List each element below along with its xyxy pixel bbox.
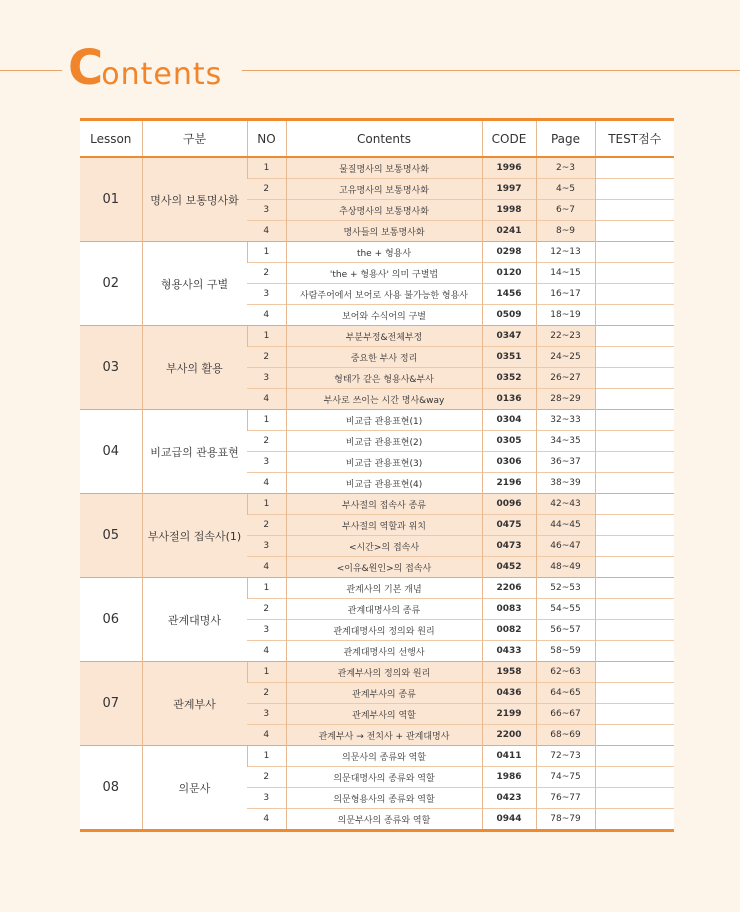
item-pages: 32~33 — [536, 410, 595, 431]
table-row — [80, 494, 674, 515]
item-title: 관계대명사의 종류 — [286, 599, 482, 620]
item-pages: 78~79 — [536, 809, 595, 831]
lesson-category: 명사의 보통명사화 — [142, 157, 247, 242]
item-code: 0096 — [482, 494, 536, 515]
lesson-category: 형용사의 구별 — [142, 242, 247, 326]
test-score-cell — [595, 326, 674, 347]
item-code: 0351 — [482, 347, 536, 368]
test-score-cell — [595, 305, 674, 326]
page-title-rest: ontents — [101, 57, 223, 92]
item-pages: 42~43 — [536, 494, 595, 515]
item-code: 0411 — [482, 746, 536, 767]
item-title: 'the + 형용사' 의미 구별법 — [286, 263, 482, 284]
test-score-cell — [595, 157, 674, 179]
lesson-category: 관계대명사 — [142, 578, 247, 662]
item-title: 의문부사의 종류와 역할 — [286, 809, 482, 831]
item-title: 관계대명사의 선행사 — [286, 641, 482, 662]
test-score-cell — [595, 536, 674, 557]
test-score-cell — [595, 473, 674, 494]
item-code: 1958 — [482, 662, 536, 683]
column-header-contents: Contents — [286, 120, 482, 158]
item-title: 비교급 관용표현(3) — [286, 452, 482, 473]
item-pages: 6~7 — [536, 200, 595, 221]
item-pages: 14~15 — [536, 263, 595, 284]
item-code: 0509 — [482, 305, 536, 326]
item-code: 0352 — [482, 368, 536, 389]
item-number: 3 — [247, 368, 286, 389]
item-title: the + 형용사 — [286, 242, 482, 263]
item-code: 0241 — [482, 221, 536, 242]
item-pages: 24~25 — [536, 347, 595, 368]
item-code: 1986 — [482, 767, 536, 788]
item-title: 추상명사의 보통명사화 — [286, 200, 482, 221]
item-code: 0298 — [482, 242, 536, 263]
item-number: 3 — [247, 536, 286, 557]
test-score-cell — [595, 557, 674, 578]
item-pages: 18~19 — [536, 305, 595, 326]
column-header-category: 구분 — [142, 120, 247, 158]
item-code: 1456 — [482, 284, 536, 305]
item-code: 0944 — [482, 809, 536, 831]
test-score-cell — [595, 284, 674, 305]
item-number: 1 — [247, 157, 286, 179]
test-score-cell — [595, 242, 674, 263]
lesson-number: 03 — [80, 326, 142, 410]
item-number: 2 — [247, 515, 286, 536]
item-title: 형태가 같은 형용사&부사 — [286, 368, 482, 389]
item-number: 3 — [247, 620, 286, 641]
lesson-category: 부사의 활용 — [142, 326, 247, 410]
item-title: 관계부사의 종류 — [286, 683, 482, 704]
item-title: 부사절의 접속사 종류 — [286, 494, 482, 515]
item-pages: 56~57 — [536, 620, 595, 641]
test-score-cell — [595, 662, 674, 683]
item-number: 3 — [247, 788, 286, 809]
test-score-cell — [595, 725, 674, 746]
item-number: 3 — [247, 704, 286, 725]
lesson-category: 비교급의 관용표현 — [142, 410, 247, 494]
item-code: 0423 — [482, 788, 536, 809]
item-code: 0347 — [482, 326, 536, 347]
lesson-category: 부사절의 접속사(1) — [142, 494, 247, 578]
table-row — [80, 326, 674, 347]
item-number: 4 — [247, 473, 286, 494]
lesson-category: 관계부사 — [142, 662, 247, 746]
item-pages: 22~23 — [536, 326, 595, 347]
item-number: 4 — [247, 725, 286, 746]
item-pages: 8~9 — [536, 221, 595, 242]
item-pages: 48~49 — [536, 557, 595, 578]
item-number: 1 — [247, 578, 286, 599]
item-pages: 44~45 — [536, 515, 595, 536]
item-title: 명사들의 보통명사화 — [286, 221, 482, 242]
item-number: 1 — [247, 662, 286, 683]
item-pages: 74~75 — [536, 767, 595, 788]
item-code: 0304 — [482, 410, 536, 431]
item-code: 1996 — [482, 157, 536, 179]
item-number: 1 — [247, 326, 286, 347]
test-score-cell — [595, 515, 674, 536]
item-title: 비교급 관용표현(4) — [286, 473, 482, 494]
item-pages: 26~27 — [536, 368, 595, 389]
lesson-number: 02 — [80, 242, 142, 326]
item-title: 의문형용사의 종류와 역할 — [286, 788, 482, 809]
table-row — [80, 662, 674, 683]
item-pages: 52~53 — [536, 578, 595, 599]
item-title: 관계부사 → 전치사 + 관계대명사 — [286, 725, 482, 746]
item-code: 1998 — [482, 200, 536, 221]
item-pages: 58~59 — [536, 641, 595, 662]
item-title: 부분부정&전체부정 — [286, 326, 482, 347]
item-number: 4 — [247, 641, 286, 662]
item-pages: 62~63 — [536, 662, 595, 683]
test-score-cell — [595, 788, 674, 809]
item-code: 0473 — [482, 536, 536, 557]
item-pages: 12~13 — [536, 242, 595, 263]
item-number: 3 — [247, 284, 286, 305]
item-title: 보어와 수식어의 구별 — [286, 305, 482, 326]
item-number: 2 — [247, 179, 286, 200]
item-number: 2 — [247, 431, 286, 452]
page-title — [68, 40, 222, 96]
test-score-cell — [595, 368, 674, 389]
item-title: 관계부사의 역할 — [286, 704, 482, 725]
item-code: 0082 — [482, 620, 536, 641]
item-title: 비교급 관용표현(1) — [286, 410, 482, 431]
test-score-cell — [595, 578, 674, 599]
title-divider-left — [0, 70, 62, 71]
test-score-cell — [595, 200, 674, 221]
item-number: 1 — [247, 494, 286, 515]
item-title: 부사절의 역할과 위치 — [286, 515, 482, 536]
column-header-code: CODE — [482, 120, 536, 158]
test-score-cell — [595, 263, 674, 284]
test-score-cell — [595, 221, 674, 242]
column-header-page: Page — [536, 120, 595, 158]
page-title-initial: C — [68, 40, 102, 96]
item-pages: 36~37 — [536, 452, 595, 473]
item-code: 2200 — [482, 725, 536, 746]
item-pages: 54~55 — [536, 599, 595, 620]
item-pages: 66~67 — [536, 704, 595, 725]
test-score-cell — [595, 389, 674, 410]
lesson-number: 04 — [80, 410, 142, 494]
item-code: 0452 — [482, 557, 536, 578]
item-number: 1 — [247, 242, 286, 263]
item-title: 사람주어에서 보어로 사용 불가능한 형용사 — [286, 284, 482, 305]
lesson-number: 05 — [80, 494, 142, 578]
item-title: <시간>의 접속사 — [286, 536, 482, 557]
item-code: 2196 — [482, 473, 536, 494]
test-score-cell — [595, 431, 674, 452]
column-header-no: NO — [247, 120, 286, 158]
test-score-cell — [595, 179, 674, 200]
item-title: 의문대명사의 종류와 역할 — [286, 767, 482, 788]
table-row — [80, 242, 674, 263]
item-number: 2 — [247, 347, 286, 368]
test-score-cell — [595, 683, 674, 704]
title-divider-right — [242, 70, 740, 71]
test-score-cell — [595, 452, 674, 473]
test-score-cell — [595, 767, 674, 788]
item-number: 2 — [247, 263, 286, 284]
item-title: 비교급 관용표현(2) — [286, 431, 482, 452]
item-code: 0136 — [482, 389, 536, 410]
item-pages: 34~35 — [536, 431, 595, 452]
item-number: 2 — [247, 683, 286, 704]
item-title: <이유&원인>의 접속사 — [286, 557, 482, 578]
contents-table-body — [80, 157, 674, 831]
test-score-cell — [595, 704, 674, 725]
test-score-cell — [595, 746, 674, 767]
item-code: 0305 — [482, 431, 536, 452]
item-pages: 2~3 — [536, 157, 595, 179]
test-score-cell — [595, 494, 674, 515]
item-code: 0120 — [482, 263, 536, 284]
item-code: 1997 — [482, 179, 536, 200]
item-pages: 4~5 — [536, 179, 595, 200]
column-header-lesson: Lesson — [80, 120, 142, 158]
item-title: 관계사의 기본 개념 — [286, 578, 482, 599]
lesson-category: 의문사 — [142, 746, 247, 831]
test-score-cell — [595, 410, 674, 431]
item-pages: 28~29 — [536, 389, 595, 410]
item-number: 3 — [247, 452, 286, 473]
item-code: 0083 — [482, 599, 536, 620]
item-code: 0306 — [482, 452, 536, 473]
item-pages: 68~69 — [536, 725, 595, 746]
item-code: 2199 — [482, 704, 536, 725]
item-title: 관계대명사의 정의와 원리 — [286, 620, 482, 641]
item-title: 고유명사의 보통명사화 — [286, 179, 482, 200]
item-title: 중요한 부사 정리 — [286, 347, 482, 368]
item-title: 부사로 쓰이는 시간 명사&way — [286, 389, 482, 410]
table-row — [80, 410, 674, 431]
item-pages: 38~39 — [536, 473, 595, 494]
item-title: 의문사의 종류와 역할 — [286, 746, 482, 767]
item-number: 1 — [247, 410, 286, 431]
item-number: 4 — [247, 221, 286, 242]
item-pages: 76~77 — [536, 788, 595, 809]
test-score-cell — [595, 599, 674, 620]
item-number: 2 — [247, 767, 286, 788]
table-header-row — [80, 120, 674, 158]
table-row — [80, 157, 674, 179]
column-header-test-score: TEST점수 — [595, 120, 674, 158]
item-code: 0475 — [482, 515, 536, 536]
item-code: 2206 — [482, 578, 536, 599]
item-number: 2 — [247, 599, 286, 620]
item-number: 4 — [247, 305, 286, 326]
item-number: 1 — [247, 746, 286, 767]
item-pages: 46~47 — [536, 536, 595, 557]
lesson-number: 06 — [80, 578, 142, 662]
test-score-cell — [595, 809, 674, 831]
item-code: 0436 — [482, 683, 536, 704]
item-title: 물질명사의 보통명사화 — [286, 157, 482, 179]
item-code: 0433 — [482, 641, 536, 662]
item-number: 3 — [247, 200, 286, 221]
item-pages: 72~73 — [536, 746, 595, 767]
item-pages: 16~17 — [536, 284, 595, 305]
item-pages: 64~65 — [536, 683, 595, 704]
test-score-cell — [595, 641, 674, 662]
lesson-number: 07 — [80, 662, 142, 746]
title-banner — [0, 40, 740, 100]
lesson-number: 08 — [80, 746, 142, 831]
item-number: 4 — [247, 389, 286, 410]
table-row — [80, 746, 674, 767]
contents-table — [80, 118, 674, 832]
table-row — [80, 578, 674, 599]
item-number: 4 — [247, 557, 286, 578]
item-title: 관계부사의 정의와 원리 — [286, 662, 482, 683]
test-score-cell — [595, 620, 674, 641]
test-score-cell — [595, 347, 674, 368]
item-number: 4 — [247, 809, 286, 831]
lesson-number: 01 — [80, 157, 142, 242]
